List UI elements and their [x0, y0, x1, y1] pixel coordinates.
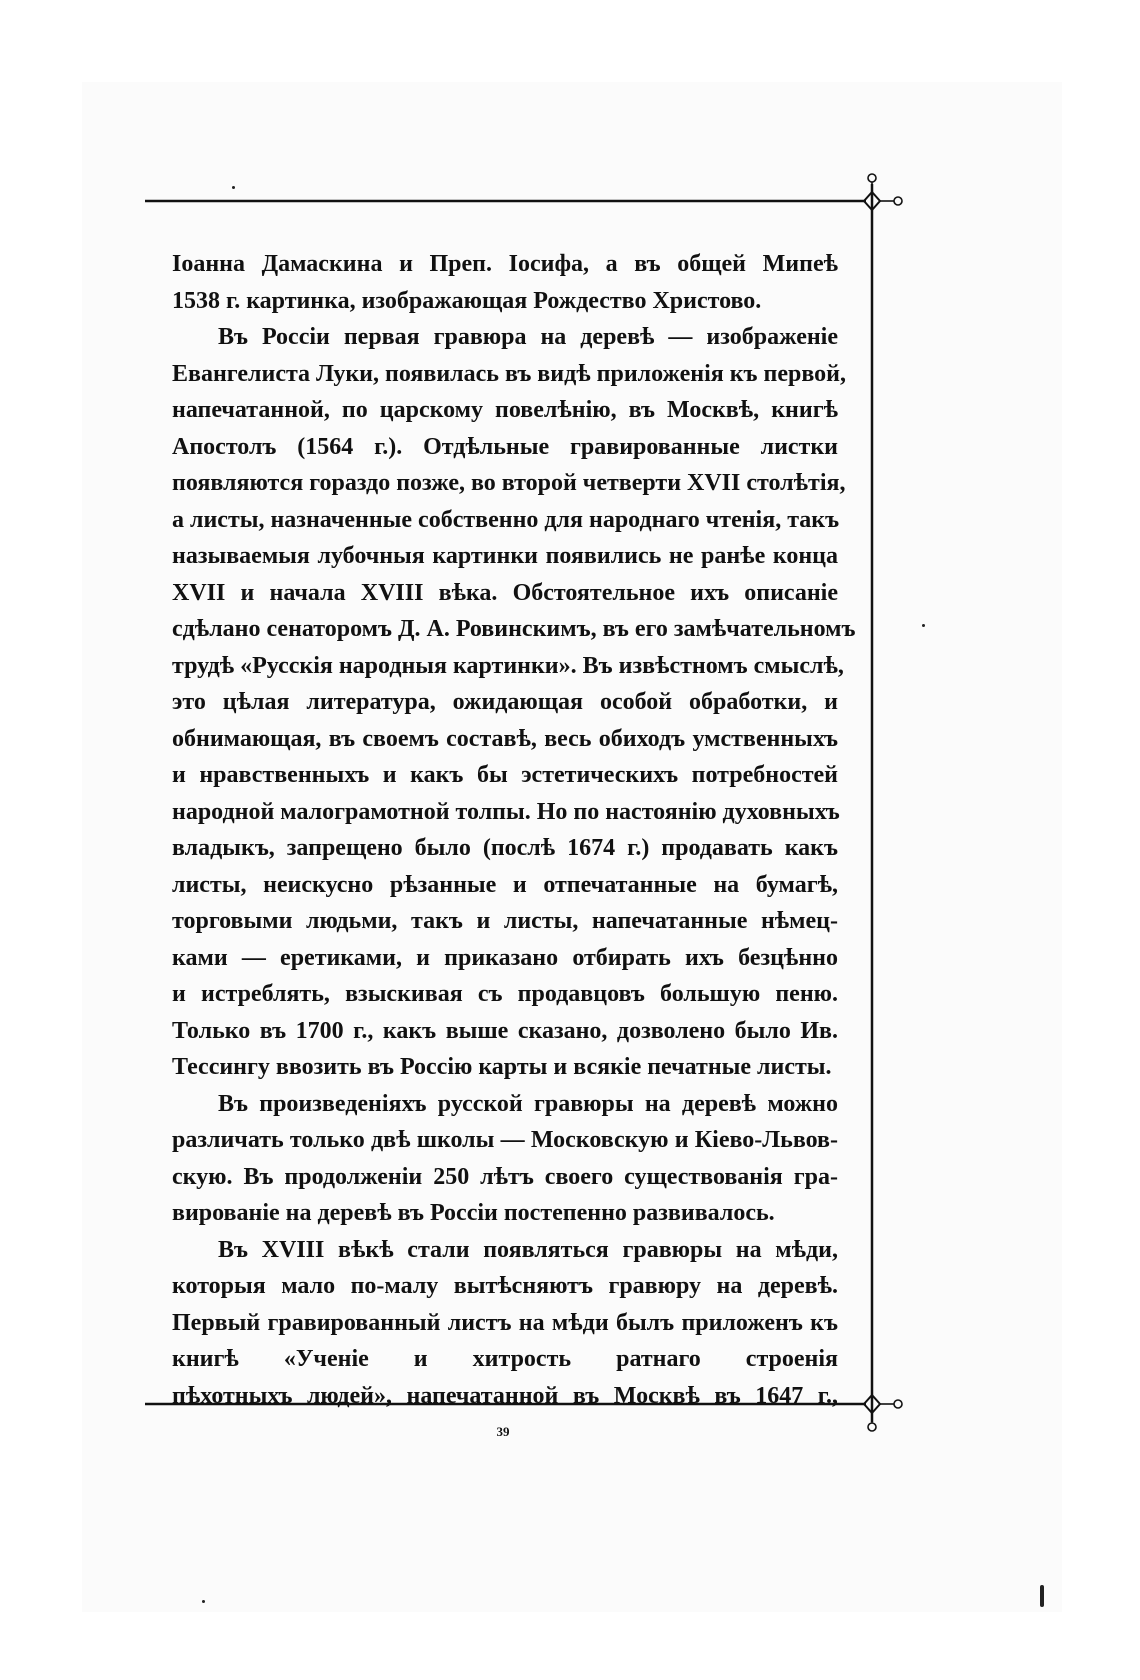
text-line: Въ произведеніяхъ русской гравюры на деревѣ можно	[218, 1090, 838, 1117]
text-line: сдѣлано сенаторомъ Д. А. Ровинскимъ, въ его замѣчательномъ	[172, 616, 856, 642]
text-line: 1538 г. картинка, изображающая Рождество Христово.	[172, 287, 762, 314]
text-line: скую. Въ продолженіи 250 лѣтъ своего существованія гра-	[172, 1163, 838, 1190]
text-line: ками — еретиками, и приказано отбирать ихъ безцѣнно	[172, 944, 838, 971]
body-text	[172, 246, 856, 1414]
text-line: появляются гораздо позже, во второй четверти XVII столѣтія,	[172, 470, 846, 496]
text-line: торговыми людьми, такъ и листы, напечатанные нѣмец-	[172, 908, 838, 934]
top-corner-ornament	[864, 174, 902, 210]
text-line: называемыя лубочныя картинки появились не ранѣе конца	[172, 543, 838, 569]
text-line: Іоанна Дамаскина и Преп. Іосифа, а въ общей Мипеѣ	[172, 251, 838, 277]
text-line: Тессингу ввозить въ Россію карты и всякіе печатные листы.	[172, 1054, 832, 1080]
text-line: которыя мало по-малу вытѣсняютъ гравюру на деревѣ.	[172, 1273, 838, 1299]
text-line: листы, неискусно рѣзанные и отпечатанные на бумагѣ,	[172, 871, 838, 898]
text-line: трудѣ «Русскія народныя картинки». Въ извѣстномъ смыслѣ,	[172, 652, 844, 679]
text-line: а листы, назначенные собственно для народнаго чтенія, такъ	[172, 506, 840, 533]
scan-speck	[922, 624, 925, 627]
text-line: владыкъ, запрещено было (послѣ 1674 г.) продавать какъ	[172, 835, 838, 861]
text-line: Только въ 1700 г., какъ выше сказано, дозволено было Ив.	[172, 1017, 838, 1044]
text-line: народной малограмотной толпы. Но по настоянію духовныхъ	[172, 798, 840, 825]
text-line: это цѣлая литература, ожидающая особой обработки, и	[172, 689, 838, 715]
text-line: обнимающая, въ своемъ составѣ, весь обиходъ умственныхъ	[172, 725, 838, 752]
text-line: вированіе на деревѣ въ Россіи постепенно развивалось.	[172, 1200, 775, 1226]
text-line: Въ Россіи первая гравюра на деревѣ — изображеніе	[218, 324, 838, 350]
text-line: Первый гравированный листъ на мѣди былъ приложенъ къ	[172, 1309, 838, 1336]
text-line: и нравственныхъ и какъ бы эстетическихъ потребностей	[172, 762, 838, 788]
bottom-corner-ornament	[864, 1395, 902, 1431]
text-line: Евангелиста Луки, появилась въ видѣ приложенія къ первой,	[172, 360, 847, 387]
text-line: и истреблять, взыскивая съ продавцовъ большую пеню.	[172, 981, 838, 1007]
text-line: напечатанной, по царскому повелѣнію, въ Москвѣ, книгѣ	[172, 397, 838, 423]
text-line: Апостолъ (1564 г.). Отдѣльные гравированные листки	[172, 433, 838, 460]
scan-speck	[1040, 1585, 1044, 1607]
text-line: XVII и начала XVIII вѣка. Обстоятельное ихъ описаніе	[172, 579, 838, 606]
page-number: 39	[496, 1424, 510, 1439]
text-line: Въ XVIII вѣкѣ стали появляться гравюры на мѣди,	[218, 1236, 838, 1263]
text-line: различать только двѣ школы — Московскую и Кіево-Львов-	[172, 1127, 838, 1153]
scan-speck	[232, 186, 235, 189]
text-line: пѣхотныхъ людей», напечатанной въ Москвѣ въ 1647 г.,	[172, 1382, 838, 1409]
scan-speck	[202, 1600, 205, 1603]
text-line: книгѣ «Ученіе и хитрость ратнаго строенія	[172, 1346, 838, 1372]
